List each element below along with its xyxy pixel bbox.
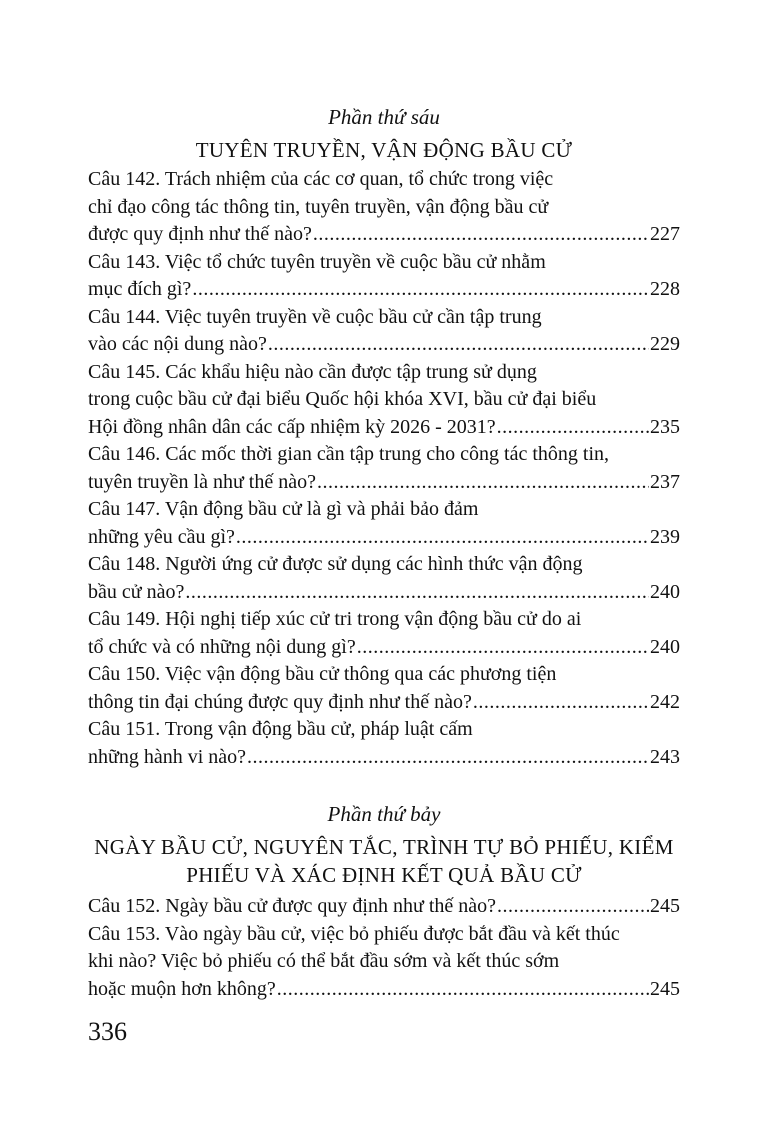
toc-entry-text: vào các nội dung nào? (88, 333, 267, 355)
toc-entry[interactable] (88, 606, 680, 661)
toc-entry-text: tổ chức và có những nội dung gì? (88, 635, 356, 658)
toc-entry[interactable] (88, 716, 680, 771)
toc-entry[interactable] (88, 893, 680, 921)
leader-dots (236, 524, 649, 552)
leader-dots (247, 744, 649, 772)
toc-entry-line: Câu 151. Trong vận động bầu cử, pháp luật cấm (88, 718, 473, 740)
section-part-six (88, 102, 680, 771)
toc-entry-last-line (88, 221, 680, 249)
section-title-line: NGÀY BẦU CỬ, NGUYÊN TẮC, TRÌNH TỰ BỎ PHIẾU, KIỂM (94, 835, 674, 859)
toc-entry-line: Câu 148. Người ứng cử được sử dụng các hình thức vận động (88, 553, 583, 575)
toc-entry-text: hoặc muộn hơn không? (88, 977, 276, 1000)
toc-page-number: 228 (650, 278, 680, 300)
toc-entry[interactable] (88, 921, 680, 1004)
toc-entry-last-line (88, 893, 680, 921)
table-of-contents (88, 102, 680, 1003)
leader-dots (277, 976, 649, 1004)
toc-entry-line: trong cuộc bầu cử đại biểu Quốc hội khóa XVI, bầu cử đại biểu (88, 388, 597, 410)
toc-page-number: 237 (650, 470, 680, 493)
toc-entry-text: bầu cử nào? (88, 580, 185, 603)
section-title (88, 833, 680, 889)
leader-dots (497, 414, 649, 442)
section-title-line: PHIẾU VÀ XÁC ĐỊNH KẾT QUẢ BẦU CỬ (186, 863, 582, 887)
toc-entry[interactable] (88, 249, 680, 304)
toc-entry-list (88, 893, 680, 1003)
toc-entry-line: Câu 142. Trách nhiệm của các cơ quan, tổ chức trong việc (88, 168, 554, 190)
toc-page-number: 245 (650, 895, 680, 917)
toc-entry-line: Câu 145. Các khẩu hiệu nào cần được tập trung sử dụng (88, 360, 537, 383)
toc-entry-line: Câu 147. Vận động bầu cử là gì và phải bảo đảm (88, 498, 479, 520)
toc-page-number: 229 (650, 333, 680, 355)
toc-entry-last-line (88, 744, 680, 772)
toc-page-number: 245 (650, 977, 680, 1000)
toc-entry[interactable] (88, 441, 680, 496)
toc-entry-text: thông tin đại chúng được quy định như thế nào? (88, 690, 472, 713)
toc-entry-text: mục đích gì? (88, 278, 192, 300)
toc-entry-last-line (88, 976, 680, 1004)
leader-dots (185, 579, 649, 607)
leader-dots (497, 893, 649, 921)
toc-entry[interactable] (88, 496, 680, 551)
toc-entry-text: những hành vi nào? (88, 745, 247, 768)
toc-entry-last-line (88, 276, 680, 304)
toc-entry-last-line (88, 634, 680, 662)
leader-dots (317, 469, 649, 497)
toc-entry[interactable] (88, 166, 680, 249)
toc-entry-list (88, 166, 680, 771)
toc-entry-text: Câu 152. Ngày bầu cử được quy định như thế nào? (88, 895, 497, 917)
leader-dots (268, 331, 649, 359)
toc-page-number: 235 (650, 415, 680, 438)
toc-entry-line: Câu 153. Vào ngày bầu cử, việc bỏ phiếu được bắt đầu và kết thúc (88, 922, 620, 945)
toc-entry-last-line (88, 579, 680, 607)
page-number: 336 (88, 1017, 127, 1046)
toc-entry-line: Câu 144. Việc tuyên truyền về cuộc bầu cử cần tập trung (88, 305, 542, 328)
toc-entry-line: Câu 150. Việc vận động bầu cử thông qua các phương tiện (88, 663, 557, 685)
toc-entry-last-line (88, 524, 680, 552)
toc-entry-line: chỉ đạo công tác thông tin, tuyên truyền, vận động bầu cử (88, 195, 549, 218)
section-title (88, 136, 680, 164)
toc-entry[interactable] (88, 359, 680, 442)
toc-entry[interactable] (88, 304, 680, 359)
toc-page-number: 239 (650, 525, 680, 548)
toc-entry[interactable] (88, 661, 680, 716)
part-label: Phần thứ sáu (328, 105, 440, 129)
toc-entry-line: Câu 146. Các mốc thời gian cần tập trung cho công tác thông tin, (88, 443, 610, 465)
leader-dots (192, 276, 649, 304)
leader-dots (473, 689, 649, 717)
toc-page-number: 240 (650, 580, 680, 603)
toc-entry-last-line (88, 689, 680, 717)
leader-dots (313, 221, 649, 249)
toc-entry[interactable] (88, 551, 680, 606)
section-part-seven (88, 799, 680, 1003)
toc-entry-text: Hội đồng nhân dân các cấp nhiệm kỳ 2026 - 2031? (88, 415, 496, 438)
toc-entry-text: những yêu cầu gì? (88, 525, 235, 548)
toc-page-number: 240 (650, 635, 680, 658)
toc-page-number: 243 (650, 745, 680, 768)
toc-entry-last-line (88, 331, 680, 359)
section-title-line: TUYÊN TRUYỀN, VẬN ĐỘNG BẦU CỬ (195, 138, 573, 162)
toc-entry-last-line (88, 469, 680, 497)
toc-entry-text: được quy định như thế nào? (88, 223, 312, 245)
part-label: Phần thứ bảy (327, 802, 441, 826)
toc-entry-last-line (88, 414, 680, 442)
toc-entry-line: Câu 143. Việc tổ chức tuyên truyền về cuộc bầu cử nhằm (88, 250, 546, 273)
toc-page-number: 242 (650, 690, 680, 713)
toc-entry-line: Câu 149. Hội nghị tiếp xúc cử tri trong vận động bầu cử do ai (88, 608, 582, 630)
toc-entry-line: khi nào? Việc bỏ phiếu có thể bắt đầu sớm và kết thúc sớm (88, 950, 560, 972)
toc-page-number: 227 (650, 223, 680, 245)
toc-entry-text: tuyên truyền là như thế nào? (88, 470, 316, 493)
leader-dots (357, 634, 649, 662)
